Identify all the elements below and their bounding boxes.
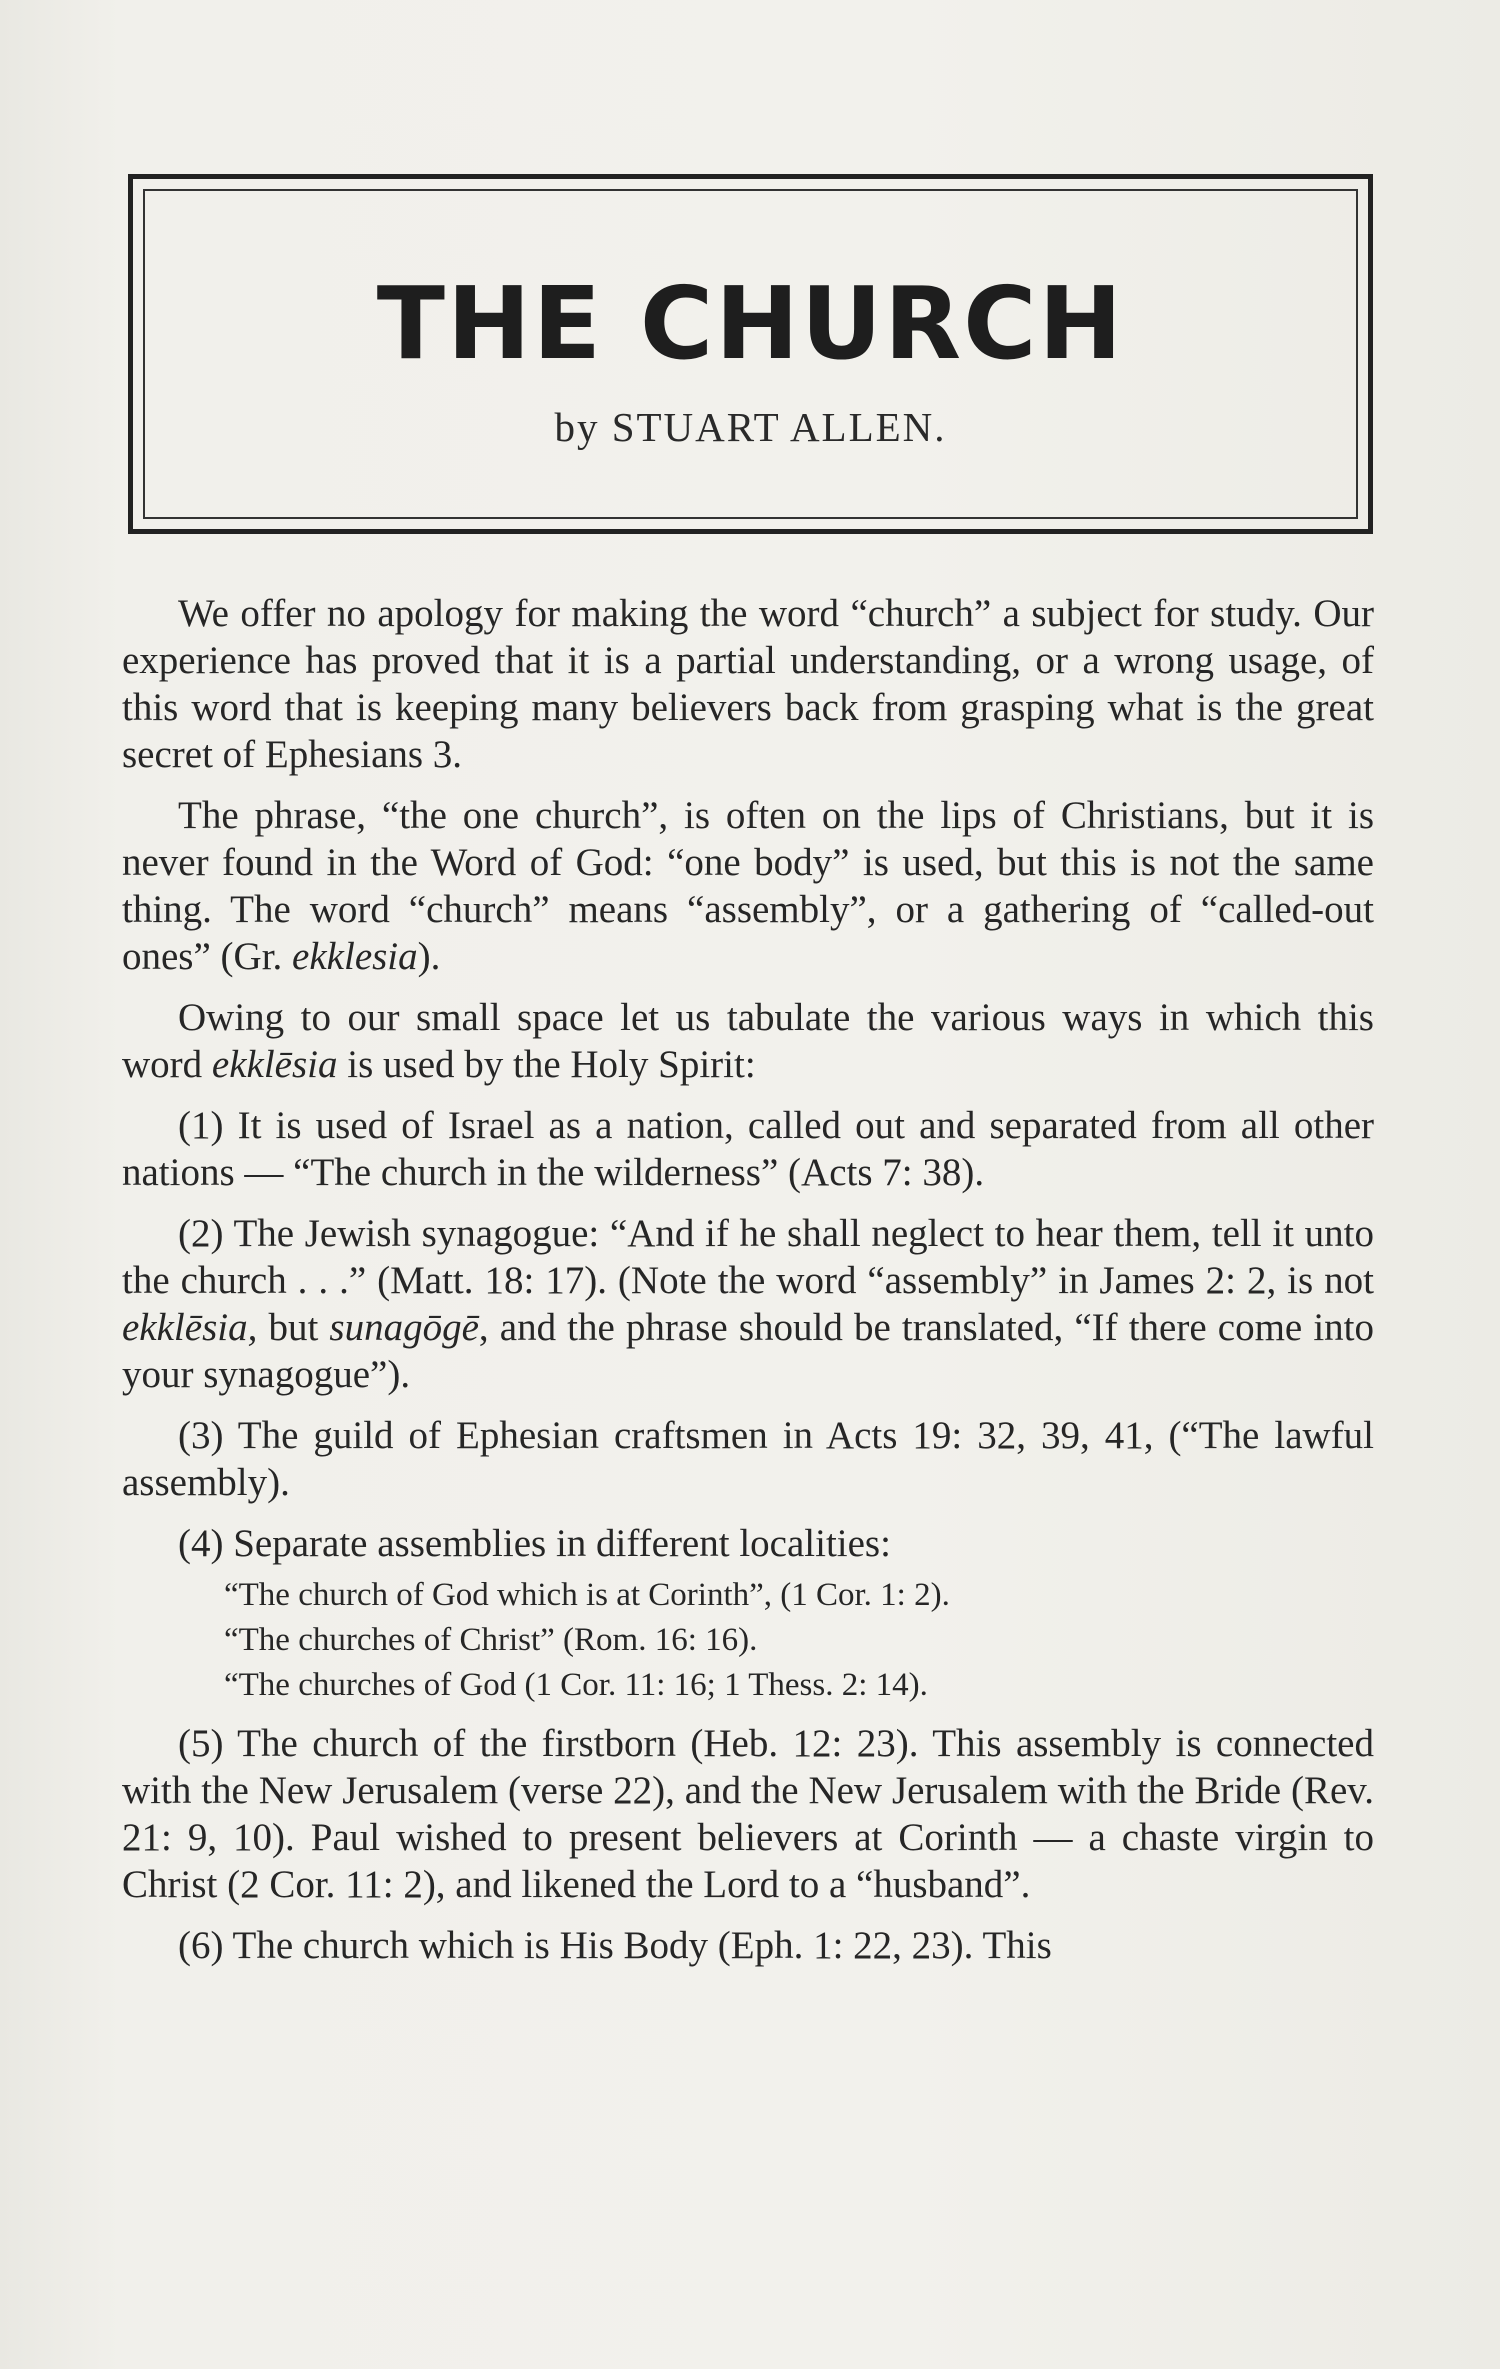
quote-churches-god: “The churches of God (1 Cor. 11: 16; 1 Thess. 2: 14). [224,1667,928,1703]
paragraph-tabulate-text: Owing to our small space let us tabulate the various ways in which this word [122,996,1374,1086]
article-title: THE CHURCH [376,265,1125,382]
title-frame [128,174,1373,534]
article-byline: by STUART ALLEN. [554,404,947,450]
article-body [122,590,1374,1983]
list-item-6: (6) The church which is His Body (Eph. 1: 22, 23). This [178,1924,1052,1967]
list-item-1: (1) It is used of Israel as a nation, called out and separated from all other nations — “The church in the wilderness” (Acts 7: 38). [122,1104,1374,1194]
paragraph-intro: We offer no apology for making the word “church” a subject for study. Our experience has proved that it is a partial understanding, or a wrong usage, of this word that is keeping many believers back from grasping what is the great secret of Ephesians 3. [122,592,1374,776]
term-ekklesia-2: ekklēsia [211,1043,338,1086]
list-item-2 [122,1210,1374,1398]
list-item-4: (4) Separate assemblies in different localities: [178,1522,891,1565]
paragraph-tabulate [122,994,1374,1088]
quote-churches-christ: “The churches of Christ” (Rom. 16: 16). [224,1622,758,1658]
paragraph-tabulate-end: is used by the Holy Spirit: [337,1043,756,1086]
list-item-2-text: (2) The Jewish synagogue: “And if he shall neglect to hear them, tell it unto the church . . .” (Matt. 18: 17). (Note the word “assembly” in James 2: 2, is not [122,1212,1374,1302]
term-sunagoge: sunagōgē [329,1306,479,1349]
quote-corinth: “The church of God which is at Corinth”, (1 Cor. 1: 2). [224,1577,950,1613]
list-item-3: (3) The guild of Ephesian craftsmen in Acts 19: 32, 39, 41, (“The lawful assembly). [122,1414,1374,1504]
list-item-2-end: , and the phrase should be translated, “If there come into your synagogue”). [122,1306,1374,1396]
paragraph-one-church [122,792,1374,980]
list-item-5: (5) The church of the firstborn (Heb. 12: 23). This assembly is connected with the New Jerusalem (verse 22), and the New Jerusalem with the Bride (Rev. 21: 9, 10). Paul wished to present believers at Corinth — a chaste virgin to Christ (2 Cor. 11: 2), and likened the Lord to a “husband”. [122,1722,1374,1906]
paragraph-one-church-end: ). [417,935,441,978]
term-ekklesia: ekklesia [292,935,418,978]
title-frame-inner [143,189,1358,519]
paragraph-one-church-text: The phrase, “the one church”, is often on the lips of Christians, but it is never found in the Word of God: “one body” is used, but this is not the same thing. The word “church” means “assembly”, or a gathering of “called-out ones” (Gr. [122,794,1374,978]
list-item-2-mid: but [257,1306,330,1349]
term-ekklesia-3: ekklēsia, [122,1306,258,1349]
